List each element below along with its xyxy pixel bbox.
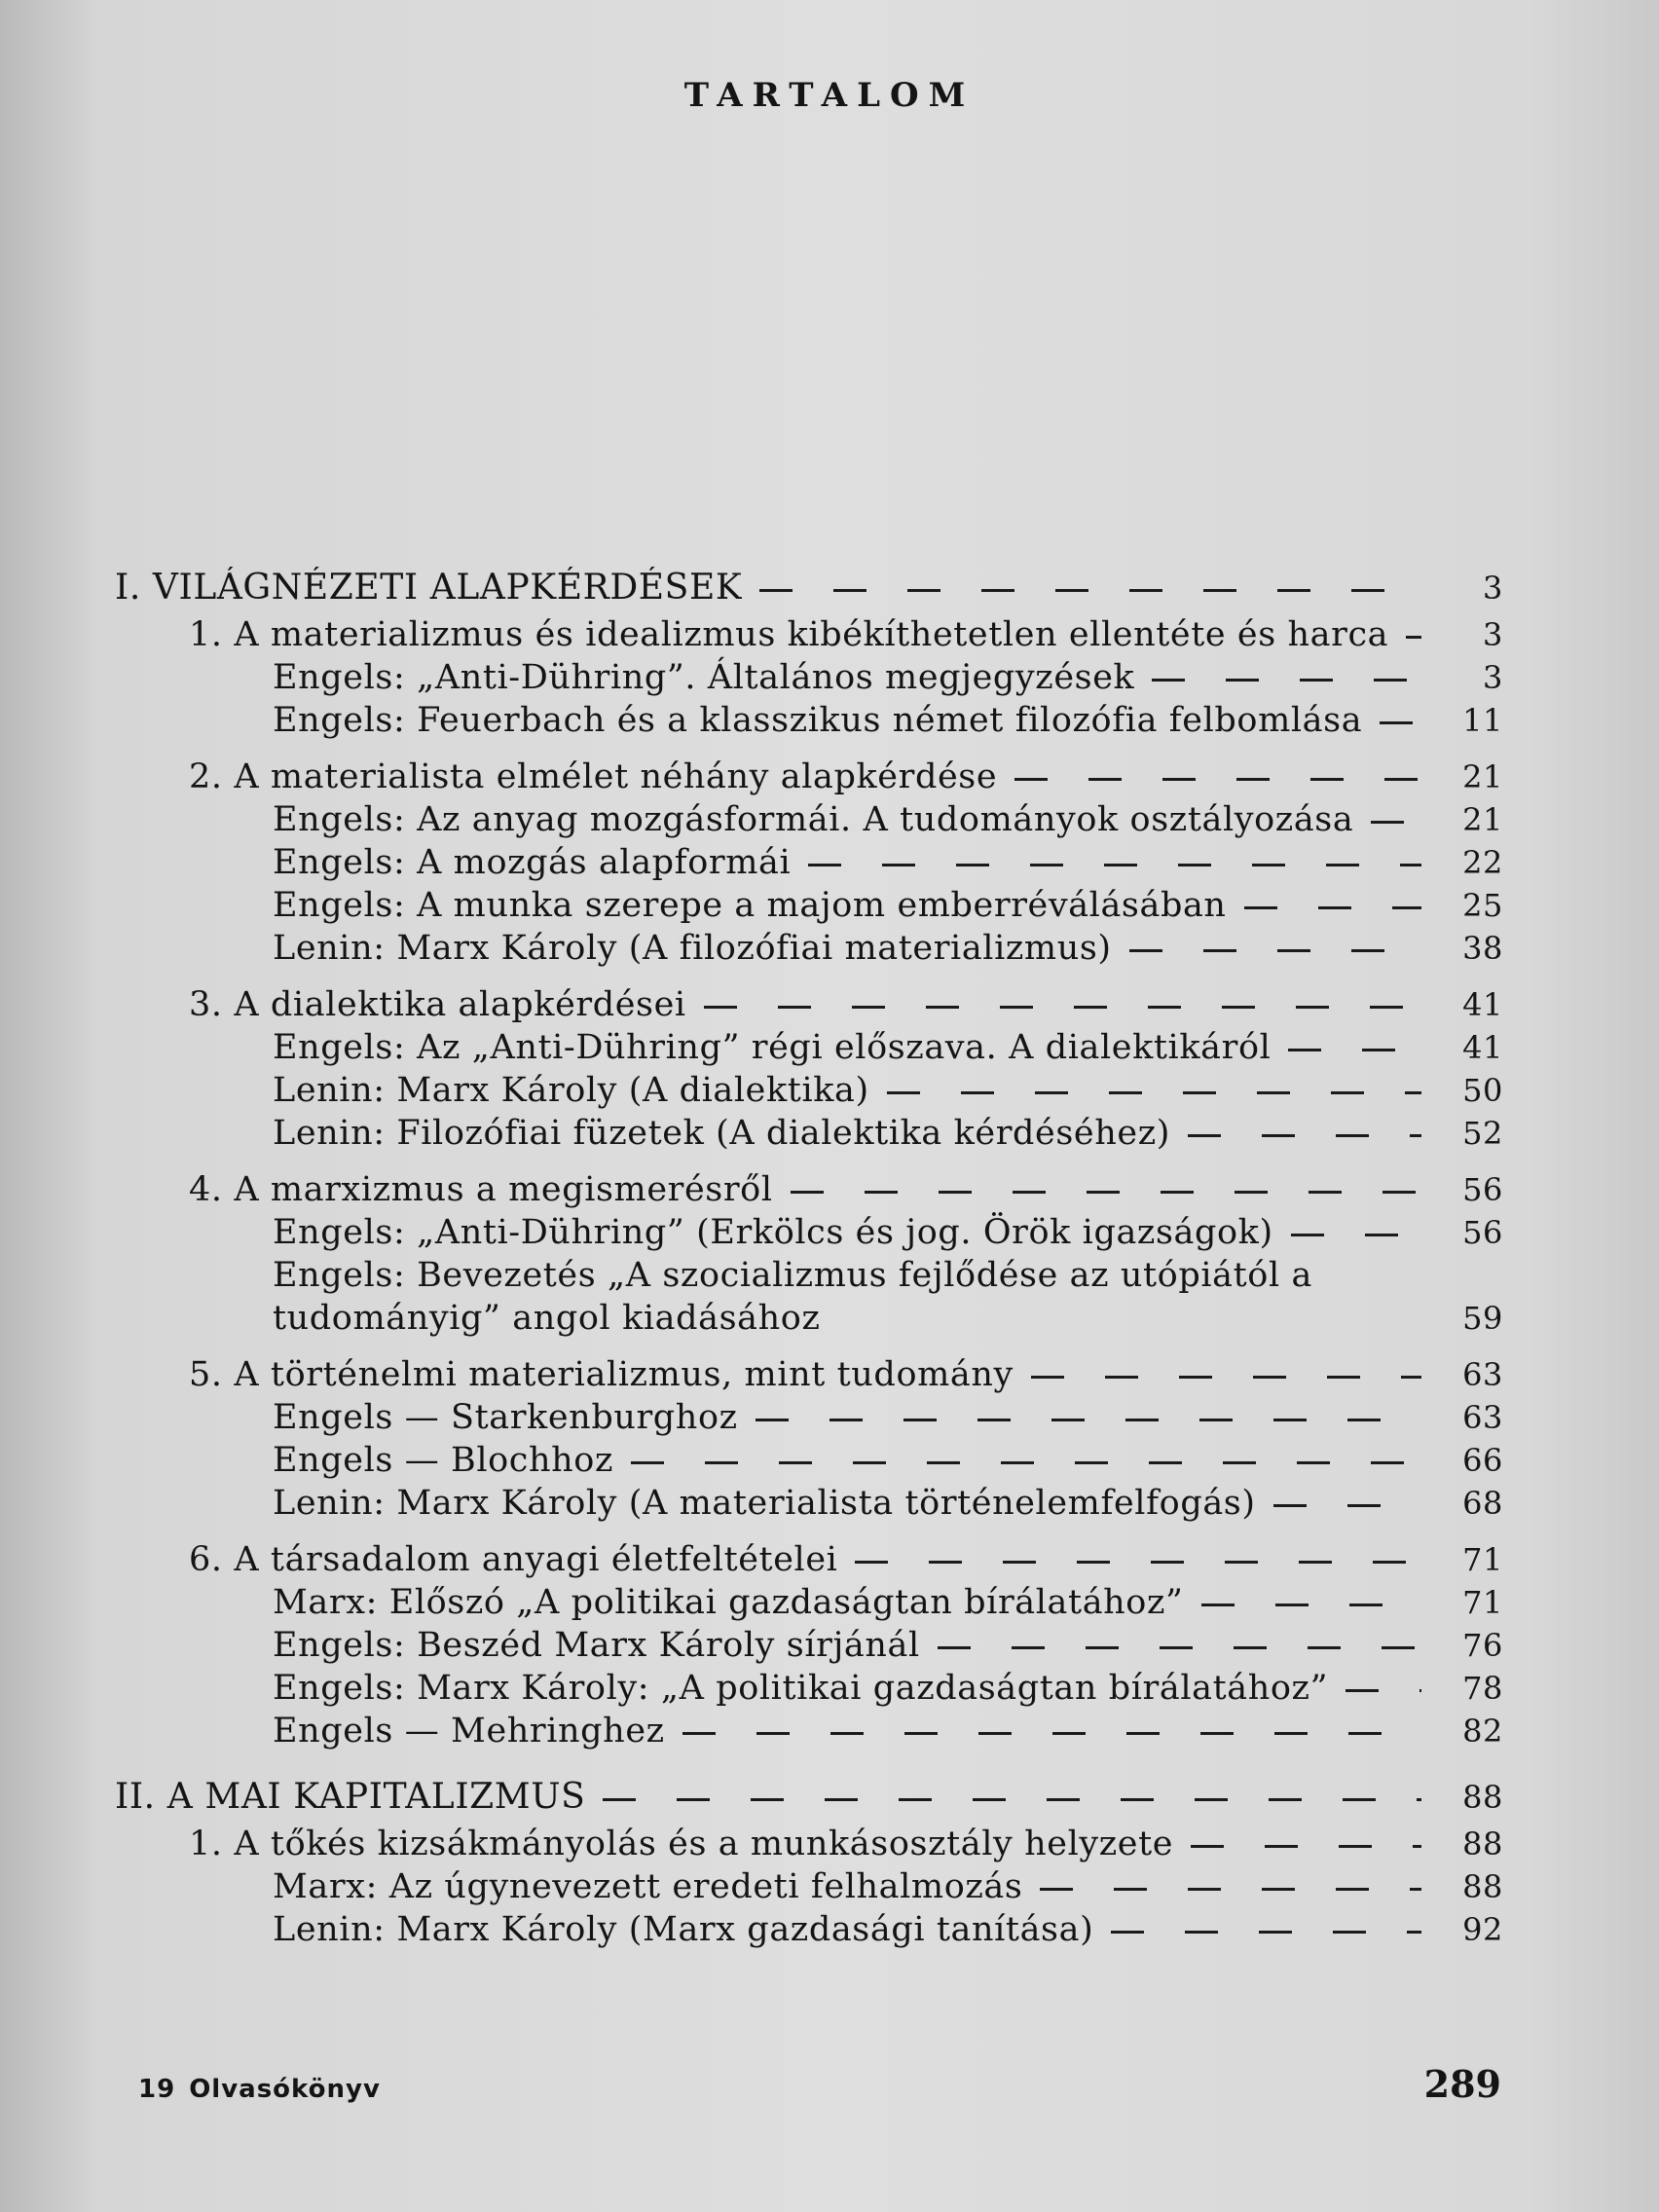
toc-entry-page: 71 [1462, 1584, 1503, 1621]
toc-part-page: 3 [1483, 570, 1503, 607]
toc-chapter-group [115, 1538, 1503, 1752]
signature-number: 19 [138, 2075, 176, 2104]
leader-dashes [1288, 1049, 1421, 1051]
toc-entry [115, 927, 1503, 970]
leader-dashes [1152, 679, 1421, 682]
toc-entry [115, 798, 1503, 841]
toc-chapter-page: 63 [1462, 1356, 1503, 1393]
leader-dashes [631, 1461, 1421, 1464]
toc-chapter-page: 21 [1462, 758, 1503, 795]
toc-entry-title: Lenin: Marx Károly (A filozófiai materializmus) [273, 929, 1112, 968]
toc-chapter [115, 983, 1503, 1026]
toc-entry [115, 884, 1503, 927]
toc-part [115, 567, 1503, 609]
leader-dashes [1201, 1604, 1421, 1606]
toc-chapter [115, 1538, 1503, 1581]
toc-entry-page: 78 [1462, 1670, 1503, 1707]
toc-part-title: I. VILÁGNÉZETI ALAPKÉRDÉSEK [115, 568, 743, 608]
leader-dashes [808, 864, 1421, 866]
toc-entry-title: Lenin: Marx Károly (Marx gazdasági tanítása) [273, 1910, 1094, 1949]
leader-dashes [855, 1561, 1421, 1564]
toc-entry-title: Engels: A mozgás alapformái [273, 843, 792, 882]
toc-entry-page: 3 [1483, 659, 1503, 696]
toc-chapter [115, 1823, 1503, 1865]
toc-chapter-page: 3 [1483, 616, 1503, 653]
toc-chapter [115, 1353, 1503, 1396]
leader-dashes [603, 1798, 1421, 1801]
leader-dashes [704, 1006, 1421, 1009]
leader-dashes [1346, 1689, 1421, 1692]
toc-entry-title: Engels: Beszéd Marx Károly sírjánál [273, 1626, 920, 1665]
toc-entry-page: 56 [1462, 1214, 1503, 1251]
toc-entry [115, 1069, 1503, 1112]
toc-entry [115, 1581, 1503, 1624]
toc-entry [115, 1254, 1503, 1340]
toc-entry-title: Engels: Marx Károly: „A politikai gazdaságtan bírálatához” [273, 1669, 1329, 1708]
book-short-title: Olvasókönyv [189, 2075, 381, 2104]
leader-dashes [1040, 1888, 1421, 1891]
toc-entry-page: 41 [1462, 1029, 1503, 1066]
page-footer [138, 2062, 1501, 2106]
toc-chapter [115, 613, 1503, 656]
leader-dashes [1129, 949, 1421, 952]
toc-chapter-title: 1. A materializmus és idealizmus kibékíthetetlen ellentéte és harca [189, 615, 1389, 654]
toc-entry-page: 11 [1462, 702, 1503, 739]
page-number: 289 [1423, 2062, 1501, 2106]
table-of-contents [115, 567, 1503, 1965]
leader-dashes [1291, 1234, 1421, 1236]
toc-entry-title: Marx: Az úgynevezett eredeti felhalmozás [273, 1867, 1023, 1906]
toc-entry [115, 1865, 1503, 1908]
toc-chapter-group [115, 1823, 1503, 1951]
leader-dashes [938, 1646, 1421, 1649]
toc-entry-page: 88 [1462, 1868, 1503, 1905]
toc-chapter-group [115, 756, 1503, 970]
toc-entry-title: Engels: „Anti-Dühring” (Erkölcs és jog. Örök igazságok) [273, 1213, 1273, 1252]
toc-entry-page: 38 [1462, 930, 1503, 967]
toc-entry-page: 63 [1462, 1399, 1503, 1436]
leader-dashes [1111, 1931, 1421, 1934]
toc-entry [115, 1211, 1503, 1254]
toc-entry-title: Engels: „Anti-Dühring”. Általános megjegyzések [273, 658, 1135, 697]
toc-chapter-group [115, 613, 1503, 742]
toc-entry-title: Marx: Előszó „A politikai gazdaságtan bírálatához” [273, 1583, 1184, 1622]
toc-entry-title: Engels: Az anyag mozgásformái. A tudományok osztályozása [273, 800, 1354, 839]
leader-dashes [791, 1191, 1421, 1194]
toc-entry-title: Engels — Starkenburghoz [273, 1398, 738, 1437]
toc-chapter-page: 88 [1462, 1825, 1503, 1862]
leader-dashes [1244, 906, 1421, 909]
toc-entry [115, 1112, 1503, 1155]
leader-dashes [887, 1091, 1421, 1094]
toc-entry [115, 841, 1503, 884]
toc-chapter-title: 5. A történelmi materializmus, mint tudomány [189, 1355, 1014, 1394]
toc-entry-page: 92 [1462, 1911, 1503, 1948]
toc-entry [115, 1439, 1503, 1482]
toc-entry [115, 1667, 1503, 1710]
toc-chapter-title: 3. A dialektika alapkérdései [189, 985, 686, 1024]
toc-chapter-page: 41 [1462, 986, 1503, 1023]
toc-entry-title: Engels — Blochhoz [273, 1441, 613, 1480]
toc-chapter-group [115, 983, 1503, 1155]
toc-entry-page: 50 [1462, 1072, 1503, 1109]
toc-chapter-title: 6. A társadalom anyagi életfeltételei [189, 1540, 838, 1579]
toc-entry [115, 656, 1503, 699]
leader-dashes [682, 1732, 1421, 1735]
toc-entry-title: Engels: Bevezetés „A szocializmus fejlődése az utópiától a tudományig” angol kiadásához [273, 1256, 1312, 1338]
leader-dashes [1188, 1134, 1421, 1137]
footer-signature [138, 2075, 394, 2104]
leader-dashes [756, 1419, 1421, 1421]
leader-dashes [1273, 1504, 1421, 1507]
toc-entry-title: Lenin: Marx Károly (A dialektika) [273, 1071, 869, 1110]
toc-entry [115, 1710, 1503, 1752]
toc-chapter-title: 2. A materialista elmélet néhány alapkérdése [189, 757, 998, 796]
toc-entry-page: 25 [1462, 887, 1503, 924]
toc-chapter-title: 1. A tőkés kizsákmányolás és a munkásosztály helyzete [189, 1825, 1174, 1863]
toc-entry [115, 1908, 1503, 1951]
toc-entry-page: 22 [1462, 844, 1503, 881]
toc-entry-page: 76 [1462, 1627, 1503, 1664]
toc-chapter-page: 71 [1462, 1541, 1503, 1578]
page-title: TARTALOM [683, 76, 976, 115]
toc-entry [115, 699, 1503, 742]
toc-part-title: II. A MAI KAPITALIZMUS [115, 1777, 586, 1817]
toc-entry-title: Engels — Mehringhez [273, 1712, 665, 1751]
toc-entry-title: Engels: Feuerbach és a klasszikus német filozófia felbomlása [273, 701, 1363, 740]
toc-entry-page: 82 [1462, 1713, 1503, 1750]
toc-chapter [115, 1168, 1503, 1211]
toc-chapter-title: 4. A marxizmus a megismerésről [189, 1170, 773, 1209]
leader-dashes [1014, 778, 1421, 781]
toc-entry-title: Lenin: Marx Károly (A materialista történelemfelfogás) [273, 1484, 1256, 1523]
toc-entry [115, 1396, 1503, 1439]
toc-entry [115, 1482, 1503, 1525]
toc-entry-page: 66 [1462, 1442, 1503, 1479]
part-spacer [115, 1766, 1503, 1776]
toc-chapter [115, 756, 1503, 798]
toc-entry-title: Engels: A munka szerepe a majom emberréválásában [273, 886, 1227, 925]
leader-dashes [1406, 636, 1421, 639]
toc-entry-page: 68 [1462, 1485, 1503, 1522]
leader-dashes [759, 589, 1421, 592]
toc-entry-title: Engels: Az „Anti-Dühring” régi előszava. A dialektikáról [273, 1028, 1272, 1067]
leader-dashes [1031, 1376, 1421, 1379]
toc-entry-page: 52 [1462, 1115, 1503, 1152]
toc-chapter-group [115, 1353, 1503, 1525]
toc-chapter-page: 56 [1462, 1171, 1503, 1208]
toc-entry [115, 1026, 1503, 1069]
toc-part [115, 1776, 1503, 1819]
toc-entry-page: 59 [1462, 1300, 1503, 1337]
toc-chapter-group [115, 1168, 1503, 1340]
toc-entry-page: 21 [1462, 801, 1503, 838]
leader-dashes [1191, 1845, 1421, 1848]
toc-part-page: 88 [1462, 1779, 1503, 1816]
leader-dashes [1371, 821, 1421, 824]
leader-dashes [1380, 721, 1421, 724]
toc-entry [115, 1624, 1503, 1667]
toc-entry-title: Lenin: Filozófiai füzetek (A dialektika kérdéséhez) [273, 1114, 1170, 1153]
